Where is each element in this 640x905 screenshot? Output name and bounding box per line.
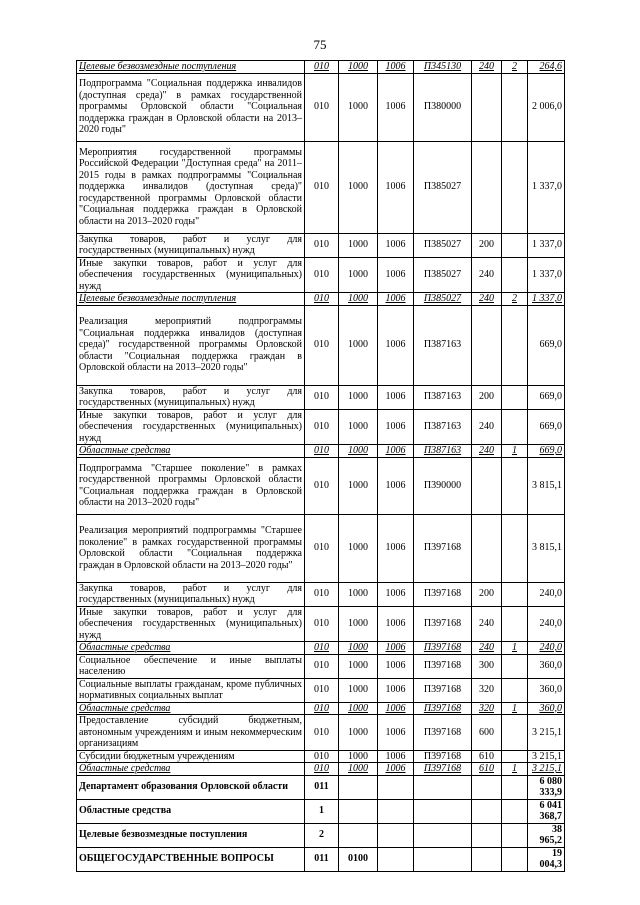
row-name-cell: Областные средства (77, 445, 305, 458)
expense-type-code-cell: 240 (472, 642, 502, 655)
row-name-cell: Подпрограмма "Старшее поколение" в рамках государственной программы Орловской области "Социальная поддержка граждан в Орловской области на 2013–2020 годы" (77, 457, 305, 514)
target-article-code-cell: П387163 (414, 385, 472, 409)
source-code-cell (502, 678, 528, 702)
division-code-cell: 1000 (339, 642, 378, 655)
source-code-cell (502, 305, 528, 385)
section-code-cell: 1 (305, 799, 339, 823)
target-article-code-cell: П397168 (414, 750, 472, 763)
subdivision-code-cell (378, 823, 414, 847)
source-code-cell (502, 654, 528, 678)
subdivision-code-cell: 1006 (378, 385, 414, 409)
source-code-cell: 1 (502, 763, 528, 776)
target-article-code-cell: П397168 (414, 654, 472, 678)
subdivision-code-cell: 1006 (378, 514, 414, 582)
section-code-cell: 010 (305, 457, 339, 514)
row-name-cell: Целевые безвозмездные поступления (77, 293, 305, 306)
subdivision-code-cell: 1006 (378, 141, 414, 233)
section-code-cell: 010 (305, 763, 339, 776)
target-article-code-cell: П380000 (414, 73, 472, 141)
table-row (77, 445, 565, 458)
amount-cell: 240,0 (528, 642, 565, 655)
row-name-cell: Департамент образования Орловской области (77, 775, 305, 799)
division-code-cell: 1000 (339, 715, 378, 751)
expense-type-code-cell (472, 799, 502, 823)
table-row (77, 642, 565, 655)
page-number: 75 (313, 37, 327, 52)
source-code-cell (502, 385, 528, 409)
expense-type-code-cell (472, 514, 502, 582)
amount-cell: 669,0 (528, 445, 565, 458)
expense-type-code-cell: 240 (472, 445, 502, 458)
amount-cell: 1 337,0 (528, 257, 565, 293)
table-row (77, 257, 565, 293)
target-article-code-cell: П387163 (414, 305, 472, 385)
amount-cell: 264,6 (528, 61, 565, 74)
table-row (77, 385, 565, 409)
table-row (77, 847, 565, 871)
section-code-cell: 010 (305, 141, 339, 233)
expense-type-code-cell: 240 (472, 257, 502, 293)
amount-cell: 38 965,2 (528, 823, 565, 847)
target-article-code-cell: П385027 (414, 233, 472, 257)
division-code-cell: 1000 (339, 293, 378, 306)
subdivision-code-cell: 1006 (378, 654, 414, 678)
table-row (77, 293, 565, 306)
division-code-cell: 1000 (339, 750, 378, 763)
source-code-cell (502, 847, 528, 871)
expense-type-code-cell (472, 141, 502, 233)
subdivision-code-cell (378, 775, 414, 799)
table-row (77, 823, 565, 847)
subdivision-code-cell (378, 847, 414, 871)
amount-cell: 1 337,0 (528, 233, 565, 257)
division-code-cell (339, 799, 378, 823)
expense-type-code-cell (472, 847, 502, 871)
amount-cell: 669,0 (528, 409, 565, 445)
subdivision-code-cell: 1006 (378, 445, 414, 458)
source-code-cell (502, 775, 528, 799)
subdivision-code-cell: 1006 (378, 257, 414, 293)
target-article-code-cell: П397168 (414, 606, 472, 642)
table-row (77, 763, 565, 776)
source-code-cell (502, 715, 528, 751)
source-code-cell (502, 233, 528, 257)
amount-cell: 360,0 (528, 654, 565, 678)
table-row (77, 73, 565, 141)
subdivision-code-cell: 1006 (378, 409, 414, 445)
section-code-cell: 010 (305, 606, 339, 642)
amount-cell: 360,0 (528, 678, 565, 702)
subdivision-code-cell: 1006 (378, 582, 414, 606)
table-row (77, 678, 565, 702)
expense-type-code-cell (472, 823, 502, 847)
row-name-cell: Иные закупки товаров, работ и услуг для обеспечения государственных (муниципальных) нужд (77, 409, 305, 445)
source-code-cell (502, 141, 528, 233)
subdivision-code-cell: 1006 (378, 61, 414, 74)
amount-cell: 669,0 (528, 305, 565, 385)
amount-cell: 240,0 (528, 606, 565, 642)
table-row (77, 654, 565, 678)
row-name-cell: Целевые безвозмездные поступления (77, 823, 305, 847)
table-row (77, 606, 565, 642)
amount-cell: 1 337,0 (528, 293, 565, 306)
target-article-code-cell: П390000 (414, 457, 472, 514)
expense-type-code-cell: 240 (472, 293, 502, 306)
division-code-cell: 1000 (339, 385, 378, 409)
target-article-code-cell: П397168 (414, 678, 472, 702)
source-code-cell (502, 73, 528, 141)
expense-type-code-cell: 300 (472, 654, 502, 678)
section-code-cell: 010 (305, 61, 339, 74)
source-code-cell (502, 750, 528, 763)
source-code-cell (502, 409, 528, 445)
amount-cell: 19 004,3 (528, 847, 565, 871)
division-code-cell: 1000 (339, 233, 378, 257)
subdivision-code-cell: 1006 (378, 233, 414, 257)
target-article-code-cell: П387163 (414, 409, 472, 445)
source-code-cell: 1 (502, 445, 528, 458)
division-code-cell: 1000 (339, 582, 378, 606)
target-article-code-cell: П397168 (414, 715, 472, 751)
amount-cell: 1 337,0 (528, 141, 565, 233)
division-code-cell: 0100 (339, 847, 378, 871)
target-article-code-cell: П385027 (414, 141, 472, 233)
expense-type-code-cell: 240 (472, 606, 502, 642)
target-article-code-cell: П397168 (414, 702, 472, 715)
table-row (77, 305, 565, 385)
subdivision-code-cell: 1006 (378, 642, 414, 655)
expense-type-code-cell (472, 775, 502, 799)
section-code-cell: 010 (305, 642, 339, 655)
expense-type-code-cell: 200 (472, 385, 502, 409)
table-row (77, 715, 565, 751)
expense-type-code-cell (472, 305, 502, 385)
expense-type-code-cell: 200 (472, 582, 502, 606)
subdivision-code-cell: 1006 (378, 293, 414, 306)
section-code-cell: 010 (305, 233, 339, 257)
section-code-cell: 010 (305, 385, 339, 409)
division-code-cell: 1000 (339, 763, 378, 776)
source-code-cell: 2 (502, 293, 528, 306)
division-code-cell (339, 823, 378, 847)
source-code-cell: 1 (502, 642, 528, 655)
amount-cell: 3 815,1 (528, 457, 565, 514)
division-code-cell: 1000 (339, 678, 378, 702)
row-name-cell: Предоставление субсидий бюджетным, автономным учреждениям и иным некоммерческим организациям (77, 715, 305, 751)
amount-cell: 3 215,1 (528, 763, 565, 776)
row-name-cell: Мероприятия государственной программы Российской Федерации "Доступная среда" на 2011–2015 годы в рамках подпрограммы "Социальная поддержка инвалидов (доступная среда)" государственной программы Орловской области "Социальная поддержка граждан в Орловской области на 2013–2020 годы" (77, 141, 305, 233)
table-row (77, 457, 565, 514)
source-code-cell (502, 457, 528, 514)
expense-type-code-cell: 600 (472, 715, 502, 751)
amount-cell: 669,0 (528, 385, 565, 409)
row-name-cell: ОБЩЕГОСУДАРСТВЕННЫЕ ВОПРОСЫ (77, 847, 305, 871)
section-code-cell: 010 (305, 409, 339, 445)
section-code-cell: 011 (305, 847, 339, 871)
expense-type-code-cell: 240 (472, 409, 502, 445)
target-article-code-cell: П397168 (414, 763, 472, 776)
target-article-code-cell: П345130 (414, 61, 472, 74)
amount-cell: 6 080 333,9 (528, 775, 565, 799)
table-row (77, 799, 565, 823)
expense-type-code-cell: 320 (472, 678, 502, 702)
section-code-cell: 010 (305, 293, 339, 306)
row-name-cell: Субсидии бюджетным учреждениям (77, 750, 305, 763)
division-code-cell (339, 775, 378, 799)
amount-cell: 3 215,1 (528, 715, 565, 751)
amount-cell: 240,0 (528, 582, 565, 606)
budget-table (76, 60, 565, 872)
row-name-cell: Социальное обеспечение и иные выплаты населению (77, 654, 305, 678)
subdivision-code-cell (378, 799, 414, 823)
division-code-cell: 1000 (339, 514, 378, 582)
section-code-cell: 010 (305, 702, 339, 715)
target-article-code-cell (414, 847, 472, 871)
source-code-cell (502, 514, 528, 582)
source-code-cell (502, 823, 528, 847)
row-name-cell: Областные средства (77, 702, 305, 715)
target-article-code-cell: П385027 (414, 293, 472, 306)
expense-type-code-cell (472, 457, 502, 514)
table-row (77, 750, 565, 763)
amount-cell: 6 041 368,7 (528, 799, 565, 823)
table-row (77, 582, 565, 606)
target-article-code-cell: П397168 (414, 582, 472, 606)
subdivision-code-cell: 1006 (378, 678, 414, 702)
division-code-cell: 1000 (339, 457, 378, 514)
target-article-code-cell (414, 799, 472, 823)
section-code-cell: 010 (305, 654, 339, 678)
table-row (77, 409, 565, 445)
amount-cell: 360,0 (528, 702, 565, 715)
amount-cell: 2 006,0 (528, 73, 565, 141)
row-name-cell: Закупка товаров, работ и услуг для государственных (муниципальных) нужд (77, 385, 305, 409)
subdivision-code-cell: 1006 (378, 715, 414, 751)
expense-type-code-cell: 240 (472, 61, 502, 74)
section-code-cell: 010 (305, 445, 339, 458)
source-code-cell (502, 606, 528, 642)
amount-cell: 3 215,1 (528, 750, 565, 763)
table-row (77, 702, 565, 715)
row-name-cell: Областные средства (77, 763, 305, 776)
section-code-cell: 010 (305, 582, 339, 606)
target-article-code-cell: П397168 (414, 514, 472, 582)
table-row (77, 61, 565, 74)
division-code-cell: 1000 (339, 445, 378, 458)
target-article-code-cell: П385027 (414, 257, 472, 293)
row-name-cell: Закупка товаров, работ и услуг для государственных (муниципальных) нужд (77, 582, 305, 606)
row-name-cell: Иные закупки товаров, работ и услуг для обеспечения государственных (муниципальных) нужд (77, 606, 305, 642)
expense-type-code-cell (472, 73, 502, 141)
row-name-cell: Реализация мероприятий подпрограммы "Социальная поддержка инвалидов (доступная среда)" государственной программы Орловской области "Социальная поддержка граждан в Орловской области на 2013–2020 годы" (77, 305, 305, 385)
source-code-cell (502, 582, 528, 606)
subdivision-code-cell: 1006 (378, 763, 414, 776)
source-code-cell (502, 257, 528, 293)
row-name-cell: Целевые безвозмездные поступления (77, 61, 305, 74)
expense-type-code-cell: 320 (472, 702, 502, 715)
division-code-cell: 1000 (339, 654, 378, 678)
table-row (77, 233, 565, 257)
division-code-cell: 1000 (339, 141, 378, 233)
section-code-cell: 010 (305, 678, 339, 702)
table-row (77, 514, 565, 582)
table-row (77, 141, 565, 233)
source-code-cell: 1 (502, 702, 528, 715)
row-name-cell: Областные средства (77, 642, 305, 655)
target-article-code-cell (414, 775, 472, 799)
section-code-cell: 010 (305, 514, 339, 582)
division-code-cell: 1000 (339, 73, 378, 141)
row-name-cell: Подпрограмма "Социальная поддержка инвалидов (доступная среда)" в рамках государственной программы Орловской области "Социальная поддержка граждан в Орловской области на 2013–2020 годы" (77, 73, 305, 141)
subdivision-code-cell: 1006 (378, 750, 414, 763)
section-code-cell: 010 (305, 73, 339, 141)
division-code-cell: 1000 (339, 409, 378, 445)
target-article-code-cell (414, 823, 472, 847)
section-code-cell: 010 (305, 750, 339, 763)
division-code-cell: 1000 (339, 61, 378, 74)
section-code-cell: 010 (305, 257, 339, 293)
section-code-cell: 010 (305, 305, 339, 385)
source-code-cell (502, 799, 528, 823)
section-code-cell: 011 (305, 775, 339, 799)
row-name-cell: Иные закупки товаров, работ и услуг для обеспечения государственных (муниципальных) нужд (77, 257, 305, 293)
subdivision-code-cell: 1006 (378, 305, 414, 385)
source-code-cell: 2 (502, 61, 528, 74)
table-row (77, 775, 565, 799)
section-code-cell: 2 (305, 823, 339, 847)
division-code-cell: 1000 (339, 606, 378, 642)
division-code-cell: 1000 (339, 305, 378, 385)
target-article-code-cell: П387163 (414, 445, 472, 458)
subdivision-code-cell: 1006 (378, 606, 414, 642)
section-code-cell: 010 (305, 715, 339, 751)
row-name-cell: Социальные выплаты гражданам, кроме публичных нормативных социальных выплат (77, 678, 305, 702)
row-name-cell: Областные средства (77, 799, 305, 823)
division-code-cell: 1000 (339, 702, 378, 715)
target-article-code-cell: П397168 (414, 642, 472, 655)
amount-cell: 3 815,1 (528, 514, 565, 582)
row-name-cell: Закупка товаров, работ и услуг для государственных (муниципальных) нужд (77, 233, 305, 257)
expense-type-code-cell: 610 (472, 750, 502, 763)
row-name-cell: Реализация мероприятий подпрограммы "Старшее поколение" в рамках государственной программы Орловской области "Социальная поддержка граждан в Орловской области на 2013–2020 годы" (77, 514, 305, 582)
expense-type-code-cell: 200 (472, 233, 502, 257)
subdivision-code-cell: 1006 (378, 702, 414, 715)
expense-type-code-cell: 610 (472, 763, 502, 776)
division-code-cell: 1000 (339, 257, 378, 293)
subdivision-code-cell: 1006 (378, 73, 414, 141)
subdivision-code-cell: 1006 (378, 457, 414, 514)
